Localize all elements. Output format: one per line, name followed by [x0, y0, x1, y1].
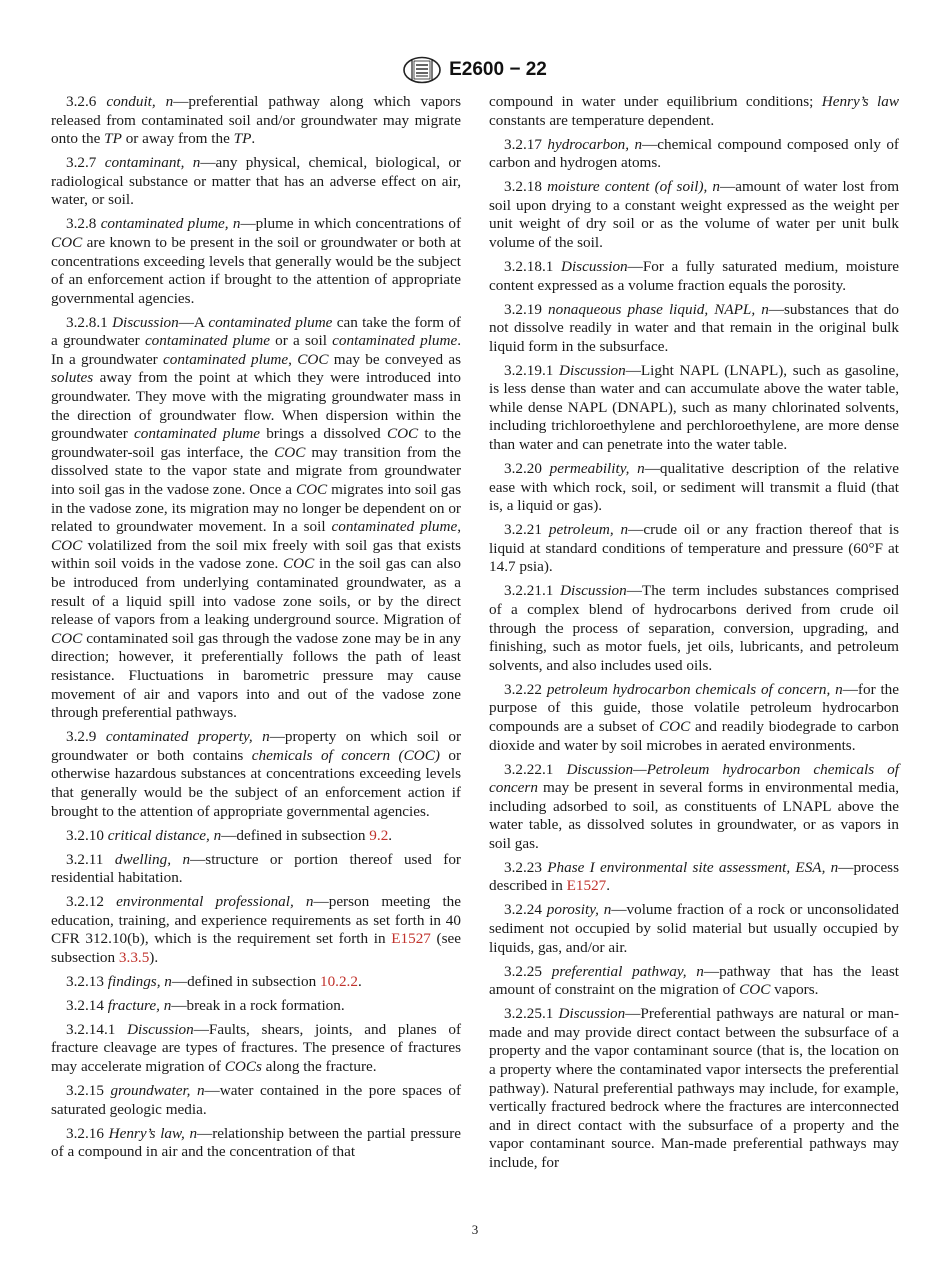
paragraph [51, 154, 461, 210]
text-run: 3.2.8 [66, 215, 101, 233]
italic-term: COC [274, 443, 306, 461]
italic-term: solutes [51, 369, 94, 387]
text-run: contaminated soil gas through the vadose zone may be in any direction; however, it preferentially follows the path of least resistance. Fluctuations in barometric pressure may cause movement of air and vapors into and out of the vadose zone through preferential pathways. [51, 629, 461, 722]
text-run: 3.2.14 [66, 996, 108, 1014]
text-run: , [457, 518, 461, 536]
paragraph [51, 1125, 461, 1162]
text-run: —defined in subsection [171, 972, 320, 990]
text-run: 3.2.23 [504, 858, 548, 876]
text-run: —person meeting the education, training, and experience requirements as set forth in 40 CFR 312.10(b), which is the requirement set forth in [51, 893, 461, 948]
text-run: may be present in several forms in environmental media, including adsorbed to soil, as constituents of LNAPL above the water table, as dissolved solutes in groundwater, or as vapors in soil gas. [489, 779, 899, 852]
text-run: 3.2.19 [504, 300, 549, 318]
text-run: 3.2.16 [66, 1124, 109, 1142]
text-run: 3.2.12 [66, 893, 117, 911]
italic-term: Discussion [560, 257, 628, 275]
italic-term: contaminated plume [163, 350, 289, 368]
text-run: ). [149, 948, 159, 966]
text-run: —break in a rock formation. [171, 996, 345, 1014]
text-run: and readily biodegrade to carbon dioxide and water by soil microbes in aerated environments. [489, 717, 899, 754]
page-number: 3 [471, 1222, 479, 1237]
text-run: 3.2.14.1 [66, 1020, 128, 1038]
italic-term: Discussion [558, 1005, 626, 1023]
paragraph [51, 1021, 461, 1077]
text-run: —amount of water lost from soil upon drying to a constant weight expressed as the weight per unit weight of dry soil or as the volume of water per unit bulk volume of the soil. [489, 178, 900, 251]
text-run: —property on which soil or groundwater or both contains [51, 728, 462, 764]
paragraph [489, 362, 899, 455]
text-run: . [251, 130, 256, 148]
italic-term: Phase I environmental site assessment, ESA, n [547, 858, 839, 876]
text-run: 3.2.22 [504, 680, 547, 698]
paragraph [489, 901, 899, 957]
text-run: —structure or portion thereof used for residential habitation. [51, 850, 461, 887]
text-run: 3.2.9 [66, 728, 106, 746]
italic-term: Discussion [559, 361, 626, 379]
paragraph [489, 258, 899, 295]
italic-term: petroleum hydrocarbon chemicals of concern, n [546, 680, 843, 698]
italic-term: permeability, n [549, 460, 645, 478]
text-run: —A [178, 313, 209, 331]
text-run: —qualitative description of the relative ease with which rock, soil, or sediment will transmit a fluid (that is, a liquid or gas). [489, 460, 899, 515]
paragraph [51, 973, 461, 992]
text-run: 3.2.8.1 [66, 313, 113, 331]
text-run: 3.2.20 [504, 460, 550, 478]
italic-term: COC [659, 717, 691, 735]
italic-term: dwelling, n [114, 850, 191, 868]
italic-term: porosity, n [546, 901, 612, 919]
text-run: —for the purpose of this guide, those volatile petroleum hydrocarbon compounds are a subset of [489, 680, 900, 735]
italic-term: contaminated plume [144, 332, 270, 350]
italic-term: Henry’s law, n [108, 1124, 198, 1142]
italic-term: petroleum, n [548, 521, 629, 539]
text-run: —plume in which concentrations of [240, 215, 461, 233]
paragraph [51, 215, 461, 308]
italic-term: COC [295, 481, 328, 499]
italic-term: Discussion [127, 1020, 194, 1038]
text-run: in the soil gas can also be introduced from underlying contaminated groundwater, as a result of a liquid spill into vadose zone soils, or by the direct release of vapors from a leaking underground source. Migration of [51, 555, 461, 629]
paragraph [51, 893, 461, 967]
text-run: brings a dissolved [260, 425, 387, 443]
text-run: —relationship between the partial pressure of a compound in air and the concentration of that [51, 1124, 462, 1161]
paragraph [51, 997, 461, 1016]
italic-term: contaminated property, n [105, 728, 270, 746]
paragraph [489, 136, 899, 173]
text-run: 3.2.25 [504, 962, 552, 980]
italic-term: COC [386, 425, 419, 443]
text-run: 3.2.13 [66, 972, 108, 990]
paragraph [489, 301, 899, 357]
paragraph [489, 178, 899, 252]
text-run: 3.2.15 [66, 1081, 111, 1099]
paragraph [51, 827, 461, 846]
text-run: —chemical compound composed only of carbon and hydrogen atoms. [489, 135, 899, 172]
right-column [489, 93, 899, 1178]
italic-term: hydrocarbon, n [547, 135, 643, 153]
text-run: compound in water under equilibrium conditions; [489, 93, 822, 110]
text-run: —defined in subsection [221, 826, 370, 844]
text-run: —any physical, chemical, biological, or radiological substance or matter that has an adverse effect on air, water, or soil. [51, 154, 461, 209]
italic-term: COCs [224, 1058, 262, 1075]
text-run: constants are temperature dependent. [489, 111, 715, 129]
italic-term: conduit, n [106, 93, 174, 110]
cross-reference-link[interactable]: 10.2.2 [319, 972, 358, 990]
paragraph [489, 521, 899, 577]
text-run: vapors. [770, 981, 819, 999]
text-run: 3.2.25.1 [504, 1005, 559, 1023]
text-run: are known to be present in the soil or groundwater or both at concentrations exceeding levels that generally would be the subject of an enforcement action if brought to the attention of appropriate governmental agencies. [51, 233, 461, 307]
paragraph [489, 681, 899, 755]
text-run: volatilized from the soil mix freely with soil gas that exists within soil voids in the vadose zone. [51, 536, 461, 573]
text-run: or a soil [269, 332, 333, 350]
text-run: to the groundwater-soil gas interface, the [51, 425, 461, 461]
cross-reference-link[interactable]: E1527 [566, 877, 607, 895]
italic-term: contaminated plume [208, 313, 333, 331]
cross-reference-link[interactable]: 3.3.5 [118, 948, 150, 966]
paragraph [489, 963, 899, 1000]
text-run: 3.2.17 [504, 135, 548, 153]
text-run: . [357, 972, 362, 990]
italic-term: TP [104, 130, 122, 148]
paragraph [489, 93, 899, 130]
astm-logo-icon [403, 56, 441, 84]
text-run: —crude oil or any fraction thereof that is liquid at standard conditions of temperature and pressure (60°F at 14.7 psia). [489, 521, 899, 576]
paragraph [51, 1082, 461, 1119]
paragraph [51, 851, 461, 888]
italic-term: COC [297, 350, 329, 368]
italic-term: environmental professional, n [116, 893, 314, 911]
italic-term: critical distance, n [107, 826, 222, 844]
text-run: —pathway that has the least amount of constraint on the migration of [489, 962, 900, 999]
italic-term: TP [233, 130, 252, 148]
italic-term: fracture, n [107, 996, 172, 1014]
italic-term: COC [283, 555, 315, 573]
text-run: —water contained in the pore spaces of saturated geologic media. [51, 1081, 461, 1118]
text-run: —The term includes substances comprised of a complex blend of hydrocarbons derived from crude oil through the process of separation, conversion, upgrading, and finishing, such as motor fuels, jet oils, lubricants, and petroleum solvents, and also includes used oils. [489, 582, 899, 674]
paragraph [489, 761, 899, 854]
italic-term: COC [51, 233, 83, 251]
text-run: 3.2.21 [504, 521, 549, 539]
italic-term: nonaqueous phase liquid, NAPL, n [548, 300, 769, 318]
text-run: 3.2.19.1 [504, 361, 560, 379]
text-run: migrates into soil gas in the vadose zone, its migration may no longer be dependent on or related to groundwater movement. In a soil [51, 481, 461, 536]
text-run: (see subsection [51, 930, 461, 966]
text-run: 3.2.10 [66, 826, 108, 844]
italic-term: Discussion—Petroleum hydrocarbon chemicals of concern [489, 760, 899, 797]
italic-term: groundwater, n [110, 1081, 205, 1099]
paragraph [489, 460, 899, 516]
paragraph [489, 859, 899, 896]
italic-term: COC [51, 536, 83, 554]
italic-term: chemicals of concern (COC) [251, 746, 440, 764]
italic-term: contaminated plume, n [100, 215, 241, 233]
text-run: away from the point at which they were introduced into groundwater. They move with the migrating groundwater mass in the direction of groundwater flow. When dispersion within the groundwater [51, 369, 461, 443]
text-run: —process described in [489, 858, 900, 895]
text-run: 3.2.24 [504, 901, 547, 919]
text-run: —Preferential pathways are natural or man-made and may provide direct contact between the subsurface of a property and the vapor contaminant source (that is, the location on a property where the contaminated vapor intersects the preferential pathway). Natural preferential pathways may include, for example, vertically fractured bedrock where the fractures are interconnected and in direct contact with the subsurface of a property and the vapor contaminant source. Man-made preferential pathways may include, for [489, 1005, 899, 1171]
italic-term: COC [739, 981, 771, 999]
text-run: —substances that do not dissolve readily in water and that remain in the original bulk liquid form in the subsurface. [489, 300, 899, 355]
paragraph [51, 314, 461, 723]
text-run: 3.2.18.1 [504, 257, 561, 275]
paragraph [489, 582, 899, 675]
text-run: —volume fraction of a rock or unconsolidated sediment not occupied by solid material but usually occupied by liquids, gas, and/or air. [489, 901, 899, 956]
cross-reference-link[interactable]: 9.2 [369, 826, 389, 844]
cross-reference-link[interactable]: E1527 [391, 930, 431, 948]
italic-term: Discussion [560, 582, 627, 600]
left-column [51, 93, 461, 1167]
text-run: may be conveyed as [328, 350, 462, 368]
italic-term: contaminated plume [133, 425, 260, 443]
italic-term: Discussion [112, 313, 179, 331]
text-run: 3.2.7 [66, 154, 105, 172]
text-run: , [288, 350, 298, 368]
text-run: —For a fully saturated medium, moisture content expressed as a volume fraction equals the porosity. [489, 257, 900, 294]
text-run: —Light NAPL (LNAPL), such as gasoline, is less dense than water and can accumulate above the water table, while dense NAPL (DNAPL), such as many chlorinated solvents, including trichloroethylene and perchloroethylene, are more dense than water and can penetrate into the water table. [489, 361, 899, 454]
italic-term: Henry’s law [821, 93, 899, 110]
text-run: or away from the [121, 130, 234, 148]
text-run: . [606, 877, 611, 895]
page-header [0, 55, 950, 85]
text-run: . [388, 826, 393, 844]
text-run: or otherwise hazardous substances at concentrations exceeding levels that generally would be the subject of an enforcement action if brought to the attention of appropriate governmental agencies. [51, 746, 461, 820]
paragraph [51, 93, 461, 149]
italic-term: moisture content (of soil), n [547, 178, 721, 196]
italic-term: contaminated plume [331, 518, 458, 536]
italic-term: findings, n [107, 972, 172, 990]
paragraph [489, 1005, 899, 1172]
text-run: can take the form of a groundwater [51, 313, 461, 350]
text-run: may transition from the dissolved state to the vapor state and migrate from groundwater into soil gas in the vadose zone. Once a [51, 443, 461, 499]
paragraph [51, 728, 461, 821]
text-run: 3.2.21.1 [504, 582, 561, 600]
text-run: 3.2.22.1 [504, 760, 567, 778]
text-run: 3.2.18 [504, 178, 548, 196]
text-run: 3.2.6 [66, 93, 107, 110]
text-run: —Faults, shears, joints, and planes of fracture cleavage are types of fractures. The presence of fractures may accelerate migration of [51, 1020, 461, 1075]
italic-term: preferential pathway, n [551, 962, 704, 980]
text-run: . In a groundwater [51, 332, 461, 368]
text-run: along the fracture. [261, 1058, 377, 1075]
italic-term: COC [51, 629, 83, 647]
standard-designation: E2600 − 22 [449, 59, 547, 80]
text-run: 3.2.11 [66, 850, 115, 868]
italic-term: contaminated plume [332, 332, 458, 350]
text-run: —preferential pathway along which vapors released from contaminated soil and/or groundwater may migrate onto the [51, 93, 462, 148]
italic-term: contaminant, n [104, 154, 201, 172]
